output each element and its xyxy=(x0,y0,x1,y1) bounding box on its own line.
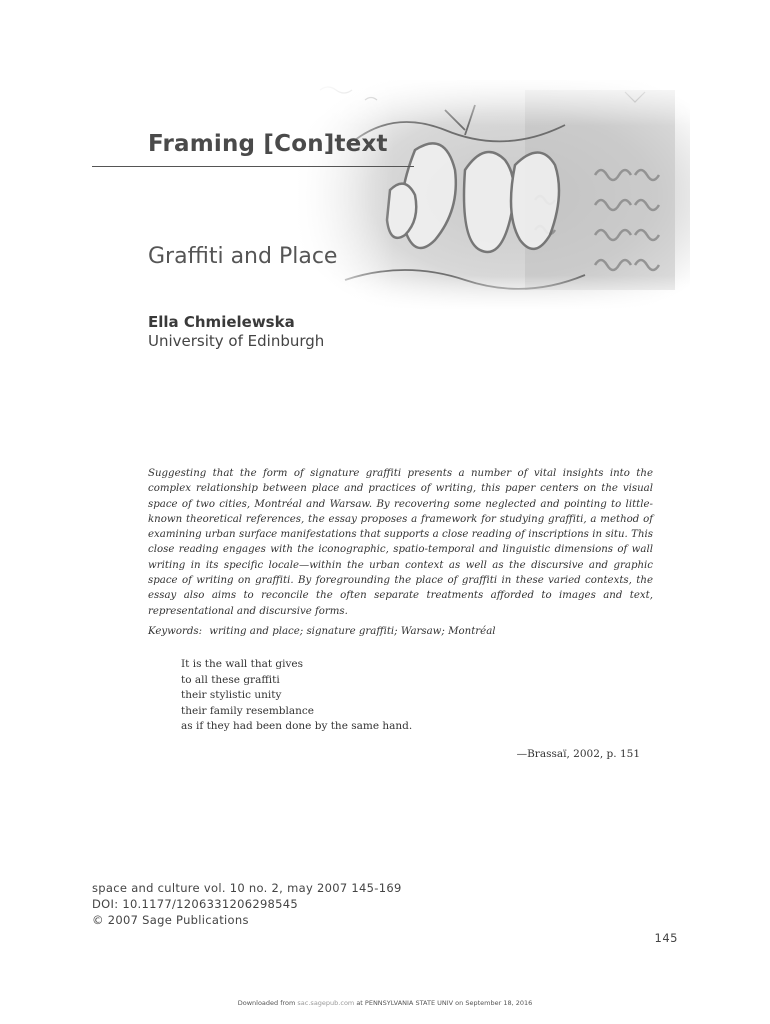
abstract: Suggesting that the form of signature graffiti presents a number of vital insights into the complex relationship between place and practices of writing, this paper centers on the visual space of two cities, Montréal and Warsaw. By recovering some neglected and pointing to little-known theoretical references, the essay proposes a framework for studying graffiti, a method of examining urban surface manifestations that supports a close reading of inscriptions in situ. This close reading engages with the iconographic, spatio-temporal and linguistic dimensions of wall writing in its specific locale—within the urban context as well as the discursive and graphic space of writing on graffiti. By foregrounding the place of graffiti in these varied contexts, the essay also aims to reconcile the often separate treatments afforded to images and text, representational and discursive forms. xyxy=(148,468,653,617)
author-name: Ella Chmielewska xyxy=(148,313,295,331)
author-affiliation: University of Edinburgh xyxy=(148,332,325,350)
epigraph-line: their stylistic unity xyxy=(181,689,282,701)
download-note-suffix: at PENNSYLVANIA STATE UNIV on September 18, 2016 xyxy=(354,999,533,1007)
journal-citation: space and culture vol. 10 no. 2, may 2007 145-169 xyxy=(92,881,402,895)
article-title: Framing [Con]text xyxy=(148,131,388,157)
graffiti-background-image xyxy=(295,80,690,310)
keywords xyxy=(148,626,496,637)
keywords-label: Keywords: xyxy=(148,626,203,637)
journal-info xyxy=(92,880,402,928)
keywords-value: writing and place; signature graffiti; Warsaw; Montréal xyxy=(209,626,496,637)
epigraph-line: It is the wall that gives xyxy=(181,658,304,670)
epigraph-line: as if they had been done by the same hand. xyxy=(181,720,413,732)
title-divider xyxy=(92,166,414,167)
epigraph-source: —Brassaï, 2002, p. 151 xyxy=(516,748,640,760)
download-source-link[interactable]: sac.sagepub.com xyxy=(297,999,355,1007)
article-subtitle: Graffiti and Place xyxy=(148,244,338,269)
download-note xyxy=(0,999,770,1007)
epigraph xyxy=(181,657,412,735)
epigraph-line: their family resemblance xyxy=(181,704,314,717)
page-number: 145 xyxy=(654,931,678,945)
journal-doi: DOI: 10.1177/1206331206298545 xyxy=(92,897,299,911)
epigraph-line: to all these graffiti xyxy=(181,673,280,686)
download-note-prefix: Downloaded from xyxy=(237,999,298,1007)
journal-copyright: © 2007 Sage Publications xyxy=(92,913,249,927)
